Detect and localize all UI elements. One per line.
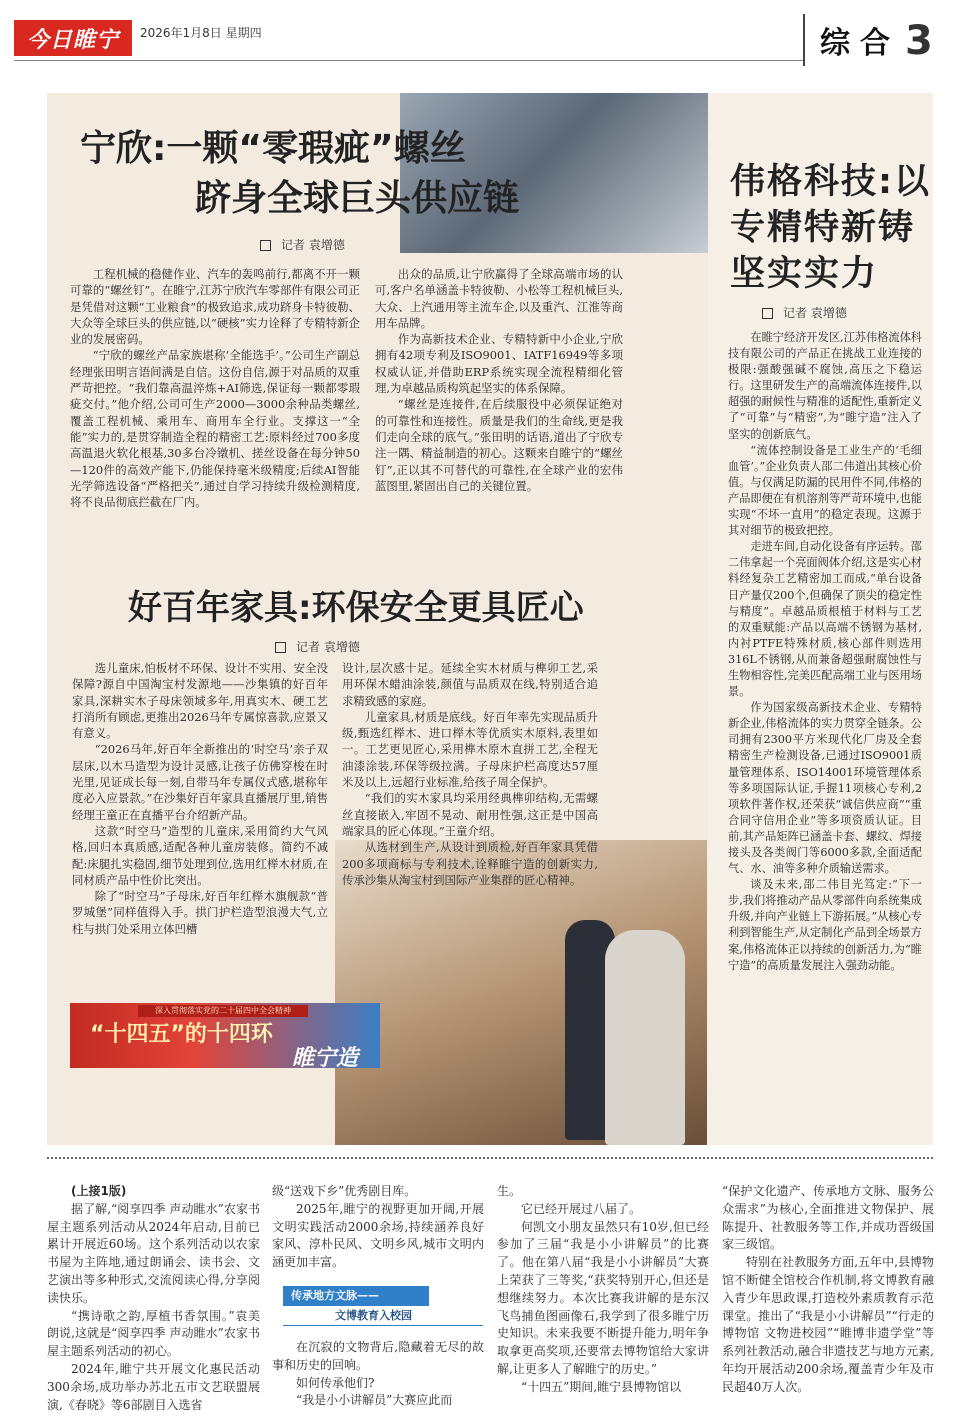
page-number: 3 xyxy=(905,18,933,64)
ningxin-headline-line1: 宁欣:一颗“零瑕疵”螺丝 xyxy=(80,128,466,169)
special-topic-banner xyxy=(70,1003,380,1068)
paragraph: 在睢宁经济开发区,江苏伟格流体科技有限公司的产品正在挑战工业连接的极限:强酸强碱不腐蚀,高压之下稳运行。这里研发生产的高端流体连接件,以超强的耐候性与精准的适配性,重新定义了“可靠”与“精密”,为“睢宁造”注入了坚实的创新底气。 xyxy=(728,331,922,441)
paragraph: “我们的实木家具均采用经典榫卯结构,无需螺丝直接嵌入,牢固不晃动、耐用性强,这正是中国高端家具的匠心体现。”王童介绍。 xyxy=(342,791,598,838)
continued-column-1 xyxy=(47,1183,260,1414)
paragraph: 从选材到生产,从设计到质检,好百年家具凭借200多项商标与专利技术,诠释睢宁造的创新实力,传承沙集从淘宝村到国际产业集群的匠心精神。 xyxy=(342,840,598,887)
paragraph: 在沉寂的文物背后,隐藏着无尽的故事和历史的回响。 xyxy=(272,1340,484,1372)
banner-kicker: 深入贯彻落实党的二十届四中全会精神 xyxy=(138,1005,308,1017)
furniture-byline: 记者 袁增德 xyxy=(275,638,360,655)
ningxin-byline: 记者 袁增德 xyxy=(260,236,345,253)
weige-headline-line1: 伟格科技:以 xyxy=(730,162,931,202)
paragraph: 作为国家级高新技术企业、专精特新企业,伟格流体的实力贯穿全链条。公司拥有2300平方米现代化厂房及全套精密生产检测设备,已通过ISO9001质量管理体系、ISO14001环境管理体系等多项国际认证,手握11项核心专利,2项软件著作权,还荣获“诚信供应商”“重合同守信用企业”等多项资质认证。目前,其产品矩阵已涵盖卡套、螺纹、焊接接头及各类阀门等6000多款,全面适配气、水、油等多种介质输送需求。 xyxy=(728,701,922,876)
paragraph: 如何传承他们? xyxy=(296,1375,375,1390)
person-figure xyxy=(605,930,685,1145)
paragraph: 走进车间,自动化设备有序运转。邵二伟拿起一个亮面阀体介绍,这是实心材料经复杂工艺精密加工而成,“单台设备日产量仅200个,但确保了顶尖的稳定性与精度”。卓越品质根植于材料与工艺的双重赋能:产品以高端不锈钢为基材,内衬PTFE特殊材质,核心部件则选用316L不锈钢,从而兼备超强耐腐蚀性与生物相容性,完美匹配高端工业与医用场景。 xyxy=(728,540,922,699)
paragraph: 何凯文小朋友虽然只有10岁,但已经参加了三届“我是小小讲解员”的比赛了。他在第八届“我是小小讲解员”大赛上荣获了三等奖,“获奖特别开心,但还是想继续努力。本次比赛我讲解的是东汉飞鸟捕鱼图画像石,我学到了很多睢宁历史知识。未来我要不断提升能力,明年争取拿更高奖项,还要常去博物馆给大家讲解,让更多人了解睢宁的历史。” xyxy=(497,1219,709,1376)
issue-date: 2026年1月8日 星期四 xyxy=(140,26,262,40)
ningxin-column-2 xyxy=(375,266,623,494)
paragraph: 级“送戏下乡”优秀剧目库。 xyxy=(272,1184,417,1198)
paragraph: 除了“时空马”子母床,好百年红榉木旗舰款“普罗城堡”同样值得入手。拱门护栏造型浪漫大气,立柱与拱门处采用立体凹槽 xyxy=(72,889,328,936)
paragraph: “螺丝是连接件,在后续服役中必须保证绝对的可靠性和连接性。质量是我们的生命线,更是我们走向全球的底气。”张田明的话语,道出了宁欣专注一隅、精益制造的初心。这颗来自睢宁的“螺丝钉”,正以其不可替代的可靠性,在全球产业的宏伟蓝图里,紧固出自己的关键位置。 xyxy=(375,397,623,493)
ningxin-column-1 xyxy=(70,266,360,510)
continued-column-4 xyxy=(722,1183,934,1397)
paragraph: “宁欣的螺丝产品家族堪称‘全能选手’。”公司生产副总经理张田明言语间满是自信。这份自信,源于对品质的双重严苛把控。“我们靠高温淬炼+AI筛选,保证每一颗都零瑕疵交付。”他介绍,公司可生产2000—3000余种品类螺丝,覆盖工程机械、乘用车、商用车全行业。支撑这一“全能”实力的,是贯穿制造全程的精密工艺:原料经过700多度高温退火软化根基,30多台冷镦机、搓丝设备在每分钟50—120件的高效产能下,仍能保持毫米级精度;后续AI智能光学筛选设备“严格把关”,通过自学习持续升级检测精度,将不良品彻底拦截在厂内。 xyxy=(70,348,360,510)
paragraph: “流体控制设备是工业生产的‘毛细血管’。”企业负责人邵二伟道出其核心价值。与仅满足防漏的民用件不同,伟格的产品即便在有机溶剂等严苛环境中,也能实现“不坏一直用”的稳定表现。这源于其对细节的极致把控。 xyxy=(728,443,922,538)
furniture-headline: 好百年家具:环保安全更具匠心 xyxy=(128,588,584,628)
paragraph: 据了解,“阅享四季 声动睢水”农家书屋主题系列活动从2024年启动,目前已累计开展近60场。这个系列活动以农家书屋为主阵地,通过朗诵会、读书会、文艺演出等多种形式,交流阅读心得,分享阅读快乐。 xyxy=(47,1201,260,1305)
paragraph: “2026马年,好百年全新推出的‘时空马’亲子双层床,以木马造型为设计灵感,让孩子仿佛穿梭在时光里,见证成长每一刻,自带马年专属仪式感,堪称年度必入应景款。”在沙集好百年家具直播展厅里,销售经理王童正在直播平台介绍新产品。 xyxy=(72,742,328,822)
section-title: 综合 xyxy=(820,26,900,61)
continued-column-2-bottom xyxy=(272,1339,484,1410)
paragraph: “保护文化遗产、传承地方文脉、服务公众需求”为核心,全面推进文物保护、展陈提升、社教服务等工作,并成功晋级国家三级馆。 xyxy=(722,1184,934,1252)
paragraph: 2025年,睢宁的视野更加开阔,开展文明实践活动2000余场,持续涵养良好家风、淳朴民风、文明乡风,城市文明内涵更加丰富。 xyxy=(272,1201,484,1270)
paragraph: “携诗歌之韵,厚植书香氛围。”袁美朗说,这就是“阅享四季 声动睢水”农家书屋主题系列活动的初心。 xyxy=(47,1308,260,1359)
weige-column xyxy=(728,330,922,974)
paragraph: “我是小小讲解员”大赛应此而 xyxy=(296,1393,453,1408)
paragraph: 出众的品质,让宁欣赢得了全球高端市场的认可,客户名单涵盖卡特彼勒、小松等工程机械巨头,大众、上汽通用等主流车企,以及重汽、江淮等商用车品牌。 xyxy=(375,267,623,330)
paragraph: 这款“时空马”造型的儿童床,采用简约大气风格,回归本真质感,适配各种儿童房装修。简约不减配:床腿扎实稳固,细节处理到位,选用红榉木材质,在同材质产品中性价比突出。 xyxy=(72,823,328,887)
subsection-tag: 传承地方文脉—— xyxy=(283,1286,429,1306)
furniture-column-1 xyxy=(72,660,328,937)
ningxin-headline-line2: 跻身全球巨头供应链 xyxy=(195,178,520,219)
dotted-divider xyxy=(47,1157,933,1159)
furniture-column-2 xyxy=(342,660,598,888)
subsection-subtitle: 文博教育入校园 xyxy=(283,1306,483,1326)
paragraph: 特别在社教服务方面,五年中,县博物馆不断健全馆校合作机制,将文博教育融入青少年思政课,打造校外素质教育示范课堂。推出了“我是小小讲解员”“行走的博物馆 文物进校园”“睢博非遗学堂”等系列社教活动,融合非遗技艺与地方元素,年均开展活动200余场,覆盖青少年及市民超40万人次。 xyxy=(722,1255,934,1394)
newspaper-logo: 今日睢宁 xyxy=(14,20,132,56)
continued-column-3 xyxy=(497,1183,709,1397)
paragraph: 工程机械的稳健作业、汽车的轰鸣前行,都离不开一颗可靠的“螺丝钉”。在睢宁,江苏宁欣汽车零部件有限公司正是凭借对这颗“工业粮食”的极致追求,成功跻身卡特彼勒、大众等全球巨头的供应链,以“硬核”实力诠释了专精特新企业的发展密码。 xyxy=(70,267,360,347)
weige-byline: 记者 袁增德 xyxy=(762,304,847,321)
paragraph: 设计,层次感十足。延续全实木材质与榫卯工艺,采用环保木蜡油涂装,颜值与品质双在线,特别适合追求精致感的家庭。 xyxy=(342,661,598,708)
paragraph: “十四五”期间,睢宁县博物馆以 xyxy=(521,1379,682,1394)
masthead-rule xyxy=(14,60,804,61)
paragraph: 生。 xyxy=(497,1184,522,1198)
continued-column-2-top xyxy=(272,1183,484,1272)
continued-from-label: (上接1版) xyxy=(71,1184,127,1198)
paragraph: 谈及未来,邵二伟目光笃定:“下一步,我们将推动产品从零部件向系统集成升级,并向产业链上下游拓展。”从核心专利到智能生产,从定制化产品到全场景方案,伟格流体正以持续的创新活力,为“睢宁造”的高质量发展注入强劲动能。 xyxy=(728,878,922,972)
banner-subtitle: 睢宁造 xyxy=(291,1046,358,1068)
section-divider xyxy=(803,14,805,66)
banner-title: “十四五”的十四环 xyxy=(90,1022,273,1047)
paragraph: 它已经开展过八届了。 xyxy=(521,1201,642,1216)
paragraph: 作为高新技术企业、专精特新中小企业,宁欣拥有42项专利及ISO9001、IATF16949等多项权威认证,并借助ERP系统实现全流程精细化管理,为卓越品质构筑起坚实的体系保障。 xyxy=(375,332,623,396)
paragraph: 2024年,睢宁共开展文化惠民活动300余场,成功举办苏北五市文艺联盟展演,《春晓》等6部剧目入选省 xyxy=(47,1361,260,1412)
weige-headline-line3: 坚实实力 xyxy=(730,254,879,294)
paragraph: 选儿童床,怕板材不环保、设计不实用、安全没保障?源自中国淘宝村发源地——沙集镇的好百年家具,深耕实木子母床领域多年,用真实木、硬工艺打消所有顾虑,更推出2026马年专属惊喜款,应景又有意义。 xyxy=(72,661,328,741)
weige-headline-line2: 专精特新铸 xyxy=(730,208,916,248)
paragraph: 儿童家具,材质是底线。好百年率先实现品质升级,甄选红榉木、进口榉木等优质实木原料,表里如一。工艺更见匠心,采用榫木原木直拼工艺,全程无油漆涂装,环保等级拉满。子母床护栏高度达57厘米及以上,远超行业标准,给孩子周全保护。 xyxy=(342,709,598,790)
